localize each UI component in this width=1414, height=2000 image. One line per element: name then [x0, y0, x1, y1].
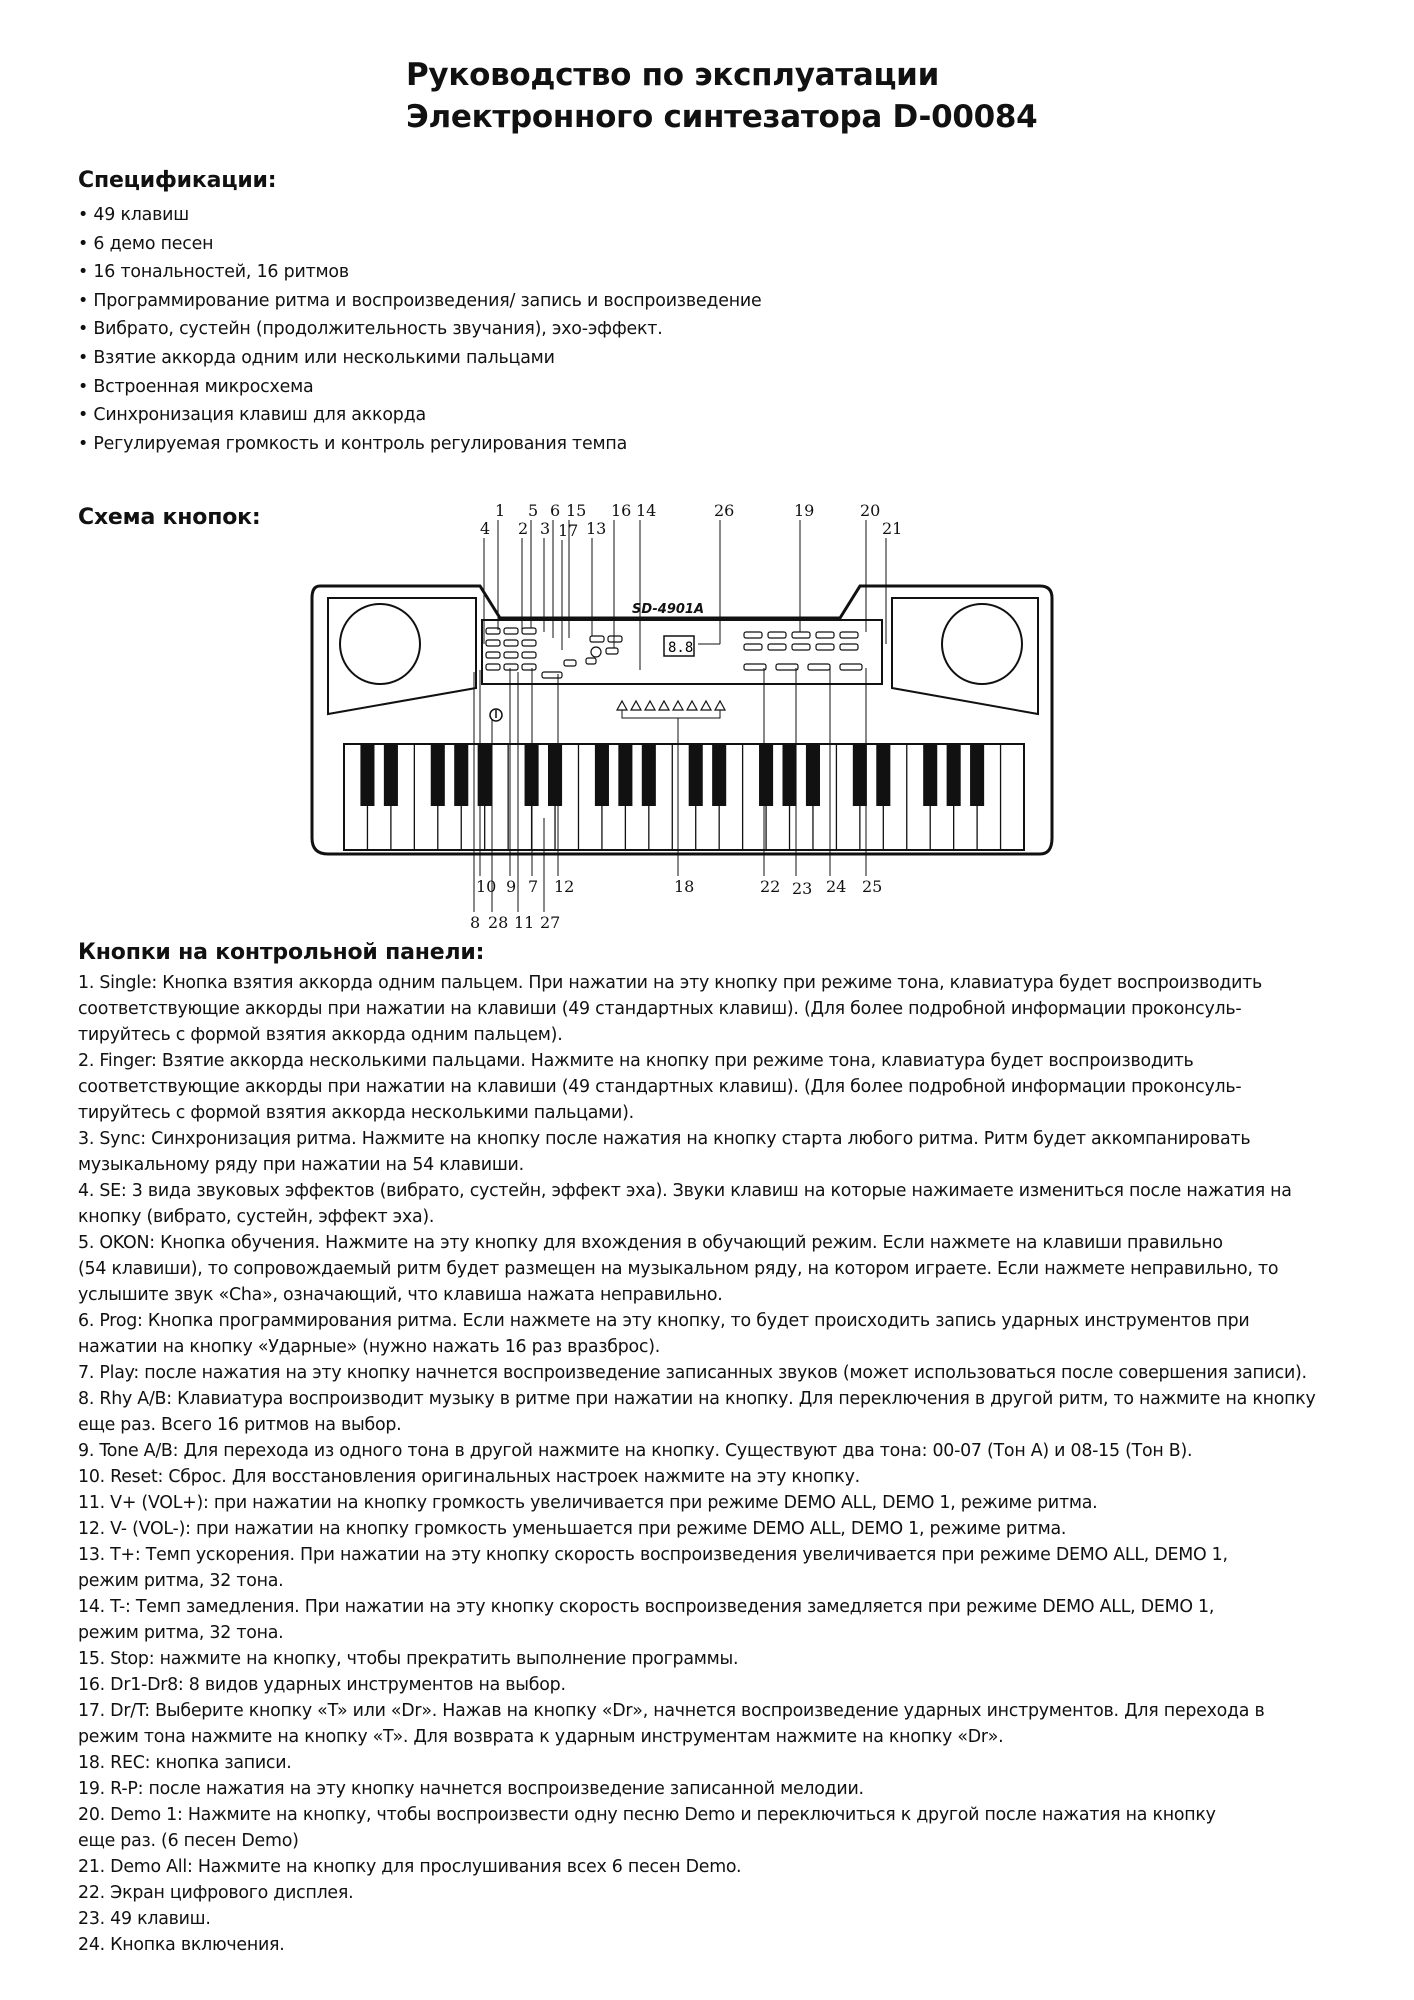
keyboard-diagram: [300, 498, 1060, 938]
callout-4: 4: [480, 519, 491, 538]
panel-button: [744, 644, 762, 650]
black-key: [923, 744, 937, 806]
keyboard-illustration: [300, 498, 1060, 938]
title-line-1: Руководство по эксплуатации: [406, 57, 940, 93]
spec-item: • Программирование ритма и воспроизведения/ запись и воспроизведение: [78, 287, 762, 316]
panel-button: [504, 628, 518, 634]
arrow-icon: [715, 701, 725, 710]
keyboard-body: [312, 586, 1052, 854]
button-description-line: 15. Stop: нажмите на кнопку, чтобы прекратить выполнение программы.: [78, 1649, 739, 1669]
spec-item: • Синхронизация клавиш для аккорда: [78, 401, 762, 430]
panel-button: [840, 664, 862, 670]
arrow-icon: [673, 701, 683, 710]
button-description-line: 23. 49 клавиш.: [78, 1909, 211, 1929]
black-key: [642, 744, 656, 806]
button-description-line: 21. Demo All: Нажмите на кнопку для прослушивания всех 6 песен Demo.: [78, 1857, 742, 1877]
panel-button: [522, 652, 536, 658]
button-description-line: 7. Play: после нажатия на эту кнопку начнется воспроизведение записанных звуков (может использоваться после совершения записи).: [78, 1363, 1307, 1383]
button-description-line: 10. Reset: Сброс. Для восстановления оригинальных настроек нажмите на эту кнопку.: [78, 1467, 860, 1487]
model-label: SD-4901A: [632, 602, 705, 617]
button-description-line: еще раз. Всего 16 ритмов на выбор.: [78, 1415, 402, 1435]
callout-19: 19: [794, 501, 815, 520]
scheme-heading: Схема кнопок:: [78, 505, 261, 530]
button-description-line: 9. Tone A/B: Для перехода из одного тона в другой нажмите на кнопку. Существуют два тона: 00-07 (Тон А) и 08-15 (Тон В).: [78, 1441, 1193, 1461]
callout-15: 15: [566, 501, 587, 520]
button-description-line: 4. SE: 3 вида звуковых эффектов (вибрато, сустейн, эффект эха). Звуки клавиш на которые нажимаете измениться после нажатия на: [78, 1181, 1292, 1201]
panel-heading: Кнопки на контрольной панели:: [78, 940, 485, 965]
black-key: [759, 744, 773, 806]
panel-button: [792, 644, 810, 650]
callout-28: 28: [488, 913, 509, 932]
button-description-line: нажатии на кнопку «Ударные» (нужно нажать 16 раз вразброс).: [78, 1337, 661, 1357]
tempo-knob: [591, 647, 601, 657]
callout-7: 7: [528, 877, 539, 896]
panel-button: [792, 632, 810, 638]
callout-2: 2: [518, 519, 529, 538]
callout-11: 11: [514, 913, 535, 932]
spec-item: • Взятие аккорда одним или несколькими пальцами: [78, 344, 762, 373]
display-digits: 8.8: [668, 640, 694, 656]
black-key: [876, 744, 890, 806]
callout-3: 3: [540, 519, 551, 538]
panel-button: [504, 640, 518, 646]
panel-button: [522, 664, 536, 670]
button-description-line: (54 клавиши), то сопровождаемый ритм будет размещен на музыкальном ряду, на котором играете. Если нажмете неправильно, то: [78, 1259, 1279, 1279]
callout-27: 27: [540, 913, 561, 932]
panel-button: [744, 632, 762, 638]
button-description-line: тируйтесь с формой взятия аккорда несколькими пальцами).: [78, 1103, 634, 1123]
button-description-line: соответствующие аккорды при нажатии на клавиши (49 стандартных клавиш). (Для более подробной информации проконсуль-: [78, 999, 1242, 1019]
button-description-line: 24. Кнопка включения.: [78, 1935, 285, 1955]
title-line-2: Электронного синтезатора D-00084: [406, 99, 1038, 135]
specs-list: [78, 201, 762, 458]
button-description-line: тируйтесь с формой взятия аккорда одним пальцем).: [78, 1025, 563, 1045]
button-description-line: 16. Dr1-Dr8: 8 видов ударных инструментов на выбор.: [78, 1675, 566, 1695]
button-description-line: еще раз. (6 песен Demo): [78, 1831, 299, 1851]
panel-button: [522, 628, 536, 634]
left-speaker: [340, 604, 420, 684]
button-description-line: режим ритма, 32 тона.: [78, 1571, 284, 1591]
panel-button: [816, 644, 834, 650]
panel-button: [768, 632, 786, 638]
arrow-icon: [645, 701, 655, 710]
button-description-line: музыкальному ряду при нажатии на 54 клавиши.: [78, 1155, 524, 1175]
specs-heading: Спецификации:: [78, 168, 277, 193]
black-key: [431, 744, 445, 806]
button-description-line: режим ритма, 32 тона.: [78, 1623, 284, 1643]
arrow-icon: [617, 701, 627, 710]
panel-button: [840, 632, 858, 638]
black-key: [384, 744, 398, 806]
panel-button: [840, 644, 858, 650]
button-description-line: 22. Экран цифрового дисплея.: [78, 1883, 354, 1903]
button-description-line: 8. Rhy A/B: Клавиатура воспроизводит музыку в ритме при нажатии на кнопку. Для переключения в другой ритм, то нажмите на кнопку: [78, 1389, 1316, 1409]
panel-button: [504, 652, 518, 658]
panel-button: [744, 664, 766, 670]
button-description-line: режим тона нажмите на кнопку «T». Для возврата к ударным инструментам нажмите на кнопку «Dr».: [78, 1727, 1004, 1747]
arrow-bracket: [622, 710, 720, 718]
button-descriptions: [78, 970, 1378, 1958]
spec-item: • 16 тональностей, 16 ритмов: [78, 258, 762, 287]
button-description-line: 14. T-: Темп замедления. При нажатии на эту кнопку скорость воспроизведения замедляется при режиме DEMO ALL, DEMO 1,: [78, 1597, 1215, 1617]
black-key: [454, 744, 468, 806]
page-title: [406, 54, 1306, 138]
panel-button: [816, 632, 834, 638]
black-key: [782, 744, 796, 806]
button-description-line: 5. OKON: Кнопка обучения. Нажмите на эту кнопку для вхождения в обучающий режим. Если нажмете на клавиши правильно: [78, 1233, 1223, 1253]
button-description-line: 13. T+: Темп ускорения. При нажатии на эту кнопку скорость воспроизведения увеличивается при режиме DEMO ALL, DEMO 1,: [78, 1545, 1228, 1565]
callout-24: 24: [826, 877, 847, 896]
spec-item: • Вибрато, сустейн (продолжительность звучания), эхо-эффект.: [78, 315, 762, 344]
button-description-line: услышите звук «Cha», означающий, что клавиша нажата неправильно.: [78, 1285, 723, 1305]
panel-button: [486, 640, 500, 646]
button-description-line: 2. Finger: Взятие аккорда несколькими пальцами. Нажмите на кнопку при режиме тона, клавиатура будет воспроизводить: [78, 1051, 1194, 1071]
arrow-icon: [631, 701, 641, 710]
panel-button: [486, 652, 500, 658]
note-arrows: [617, 701, 725, 718]
black-key: [360, 744, 374, 806]
callout-14: 14: [636, 501, 657, 520]
black-key: [712, 744, 726, 806]
spec-item: • Регулируемая громкость и контроль регулирования темпа: [78, 430, 762, 459]
callout-12: 12: [554, 877, 575, 896]
arrow-icon: [659, 701, 669, 710]
button-description-line: 18. REC: кнопка записи.: [78, 1753, 292, 1773]
button-description-line: 1. Single: Кнопка взятия аккорда одним пальцем. При нажатии на эту кнопку при режиме тона, клавиатура будет воспроизводить: [78, 973, 1263, 993]
panel-button: [590, 636, 604, 642]
right-speaker: [942, 604, 1022, 684]
left-speaker-frame: [328, 598, 476, 714]
callout-21: 21: [882, 519, 903, 538]
callout-18: 18: [674, 877, 695, 896]
callout-17: 17: [558, 521, 579, 540]
button-description-line: 3. Sync: Синхронизация ритма. Нажмите на кнопку после нажатия на кнопку старта любого ритма. Ритм будет аккомпанировать: [78, 1129, 1251, 1149]
callout-8: 8: [470, 913, 481, 932]
arrow-icon: [701, 701, 711, 710]
callout-25: 25: [862, 877, 883, 896]
button-description-line: 19. R-P: после нажатия на эту кнопку начнется воспроизведение записанной мелодии.: [78, 1779, 864, 1799]
panel-button: [606, 648, 618, 654]
button-description-line: 6. Prog: Кнопка программирования ритма. Если нажмете на эту кнопку, то будет происходить запись ударных инструментов при: [78, 1311, 1250, 1331]
button-description-line: 17. Dr/T: Выберите кнопку «T» или «Dr». Нажав на кнопку «Dr», начнется воспроизведение ударных инструментов. Для перехода в: [78, 1701, 1265, 1721]
callout-22: 22: [760, 877, 781, 896]
callout-26: 26: [714, 501, 735, 520]
black-key: [548, 744, 562, 806]
callout-1: 1: [495, 501, 506, 520]
spec-item: • 6 демо песен: [78, 230, 762, 259]
panel-button: [608, 636, 622, 642]
button-description-line: 11. V+ (VOL+): при нажатии на кнопку громкость увеличивается при режиме DEMO ALL, DEMO 1, режиме ритма.: [78, 1493, 1098, 1513]
black-key: [853, 744, 867, 806]
panel-button: [486, 664, 500, 670]
panel-button: [586, 658, 596, 664]
callout-6: 6: [550, 501, 561, 520]
panel-button: [542, 672, 562, 678]
button-description-line: 20. Demo 1: Нажмите на кнопку, чтобы воспроизвести одну песню Demo и переключиться к другой после нажатия на кнопку: [78, 1805, 1216, 1825]
black-key: [947, 744, 961, 806]
black-key: [806, 744, 820, 806]
keys-frame: [344, 744, 1024, 850]
callout-13: 13: [586, 519, 607, 538]
black-key: [970, 744, 984, 806]
panel-button: [522, 640, 536, 646]
callout-20: 20: [860, 501, 881, 520]
black-key: [618, 744, 632, 806]
button-description-line: соответствующие аккорды при нажатии на клавиши (49 стандартных клавиш). (Для более подробной информации проконсуль-: [78, 1077, 1242, 1097]
panel-button: [808, 664, 830, 670]
panel-button: [776, 664, 798, 670]
callout-23: 23: [792, 879, 813, 898]
button-description-line: 12. V- (VOL-): при нажатии на кнопку громкость уменьшается при режиме DEMO ALL, DEMO 1, режиме ритма.: [78, 1519, 1067, 1539]
panel-button: [504, 664, 518, 670]
black-key: [689, 744, 703, 806]
callout-10: 10: [476, 877, 497, 896]
callout-5: 5: [528, 501, 539, 520]
callout-9: 9: [506, 877, 517, 896]
black-key: [595, 744, 609, 806]
spec-item: • 49 клавиш: [78, 201, 762, 230]
callout-16: 16: [611, 501, 632, 520]
panel-button: [564, 660, 576, 666]
arrow-icon: [687, 701, 697, 710]
panel-button: [768, 644, 786, 650]
spec-item: • Встроенная микросхема: [78, 373, 762, 402]
button-description-line: кнопку (вибрато, сустейн, эффект эха).: [78, 1207, 435, 1227]
right-speaker-frame: [892, 598, 1038, 714]
